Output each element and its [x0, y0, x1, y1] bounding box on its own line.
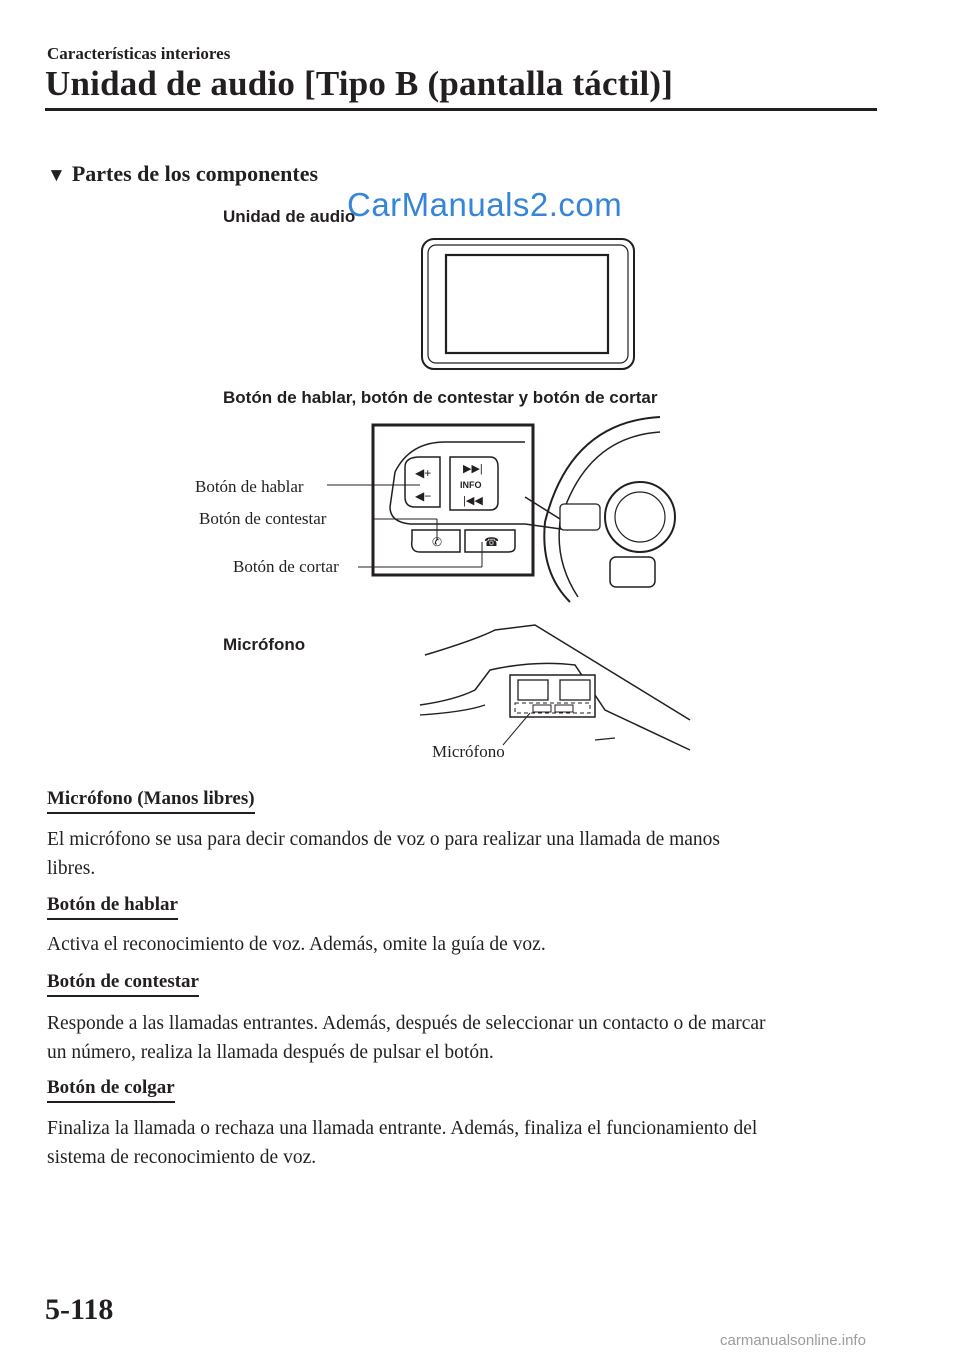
- desc-hangup-button: Finaliza la llamada o rechaza una llamada entrante. Además, finaliza el funcionamiento del sistema de reconocimiento de voz.: [47, 1118, 758, 1168]
- svg-text:▶▶|: ▶▶|: [463, 463, 483, 475]
- steering-switch-label: Botón de hablar, botón de contestar y botón de cortar: [223, 388, 658, 407]
- desc-talk-button: Activa el reconocimiento de voz. Además, omite la guía de voz.: [47, 934, 546, 955]
- triangle-marker-icon: ▼: [47, 165, 66, 186]
- audio-unit-illustration: [400, 235, 640, 375]
- term-microphone: Micrófono (Manos libres): [47, 788, 255, 814]
- desc-answer-button: Responde a las llamadas entrantes. Además, después de seleccionar un contacto o de marcar un número, realiza la llamada después de pulsar el botón.: [47, 1013, 766, 1063]
- callout-answer-button: Botón de contestar: [199, 509, 327, 528]
- term-talk-button: Botón de hablar: [47, 894, 178, 920]
- header-divider: [45, 108, 877, 111]
- term-hangup-button: Botón de colgar: [47, 1077, 175, 1103]
- svg-text:◀+: ◀+: [415, 466, 432, 480]
- desc-microphone: El micrófono se usa para decir comandos de voz o para realizar una llamada de manos libres.: [47, 829, 721, 879]
- term-answer-button: Botón de contestar: [47, 971, 199, 997]
- section-heading-text: Partes de los componentes: [71, 161, 319, 186]
- callout-hangup-button: Botón de cortar: [233, 557, 339, 576]
- chapter-label: Características interiores: [47, 44, 231, 63]
- svg-text:✆: ✆: [432, 535, 443, 549]
- page-title: Unidad de audio [Tipo B (pantalla táctil)]: [45, 64, 674, 103]
- callout-microphone: Micrófono: [432, 742, 505, 761]
- microphone-label: Micrófono: [223, 635, 306, 654]
- footer-watermark: carmanualsonline.info: [720, 1332, 866, 1349]
- audio-unit-label: Unidad de audio: [223, 207, 356, 226]
- svg-text:☎: ☎: [484, 535, 499, 549]
- info-switch-text: INFO: [460, 480, 482, 490]
- steering-switch-illustration: [320, 412, 670, 607]
- section-heading: [47, 161, 318, 187]
- svg-text:◀−: ◀−: [415, 489, 432, 503]
- svg-text:|◀◀: |◀◀: [463, 495, 483, 507]
- page-number: 5-118: [45, 1293, 114, 1326]
- watermark-logo: CarManuals2.com: [347, 186, 623, 223]
- callout-talk-button: Botón de hablar: [195, 477, 304, 496]
